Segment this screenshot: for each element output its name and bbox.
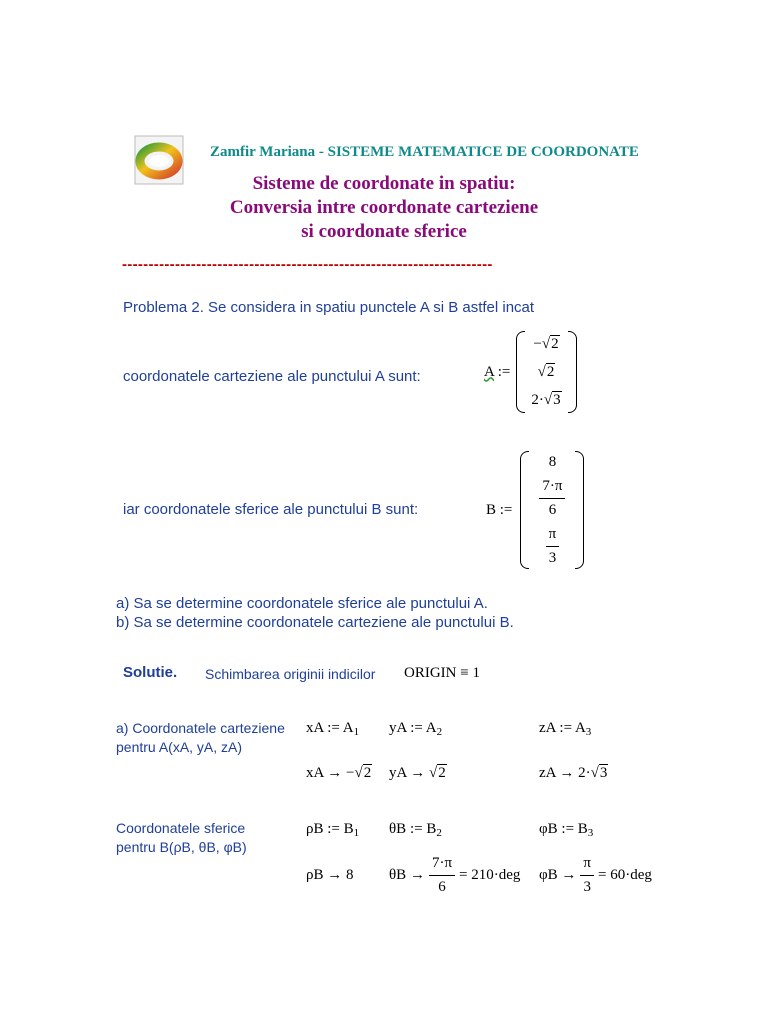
matrix-b-lhs — [486, 502, 512, 519]
author-title: Zamfir Mariana - SISTEME MATEMATICE DE COORDONATE — [210, 144, 639, 160]
matrix-a-body — [516, 330, 576, 414]
title-line1: Sisteme de coordonate in spatiu: — [252, 173, 516, 194]
matrix-a-name: A — [484, 363, 495, 380]
a-label: coordonatele carteziene ale punctului A sunt: — [123, 368, 421, 385]
yA-assign: yA := $A_2$ — [389, 720, 443, 738]
b-label: iar coordonatele sferice ale punctului B sunt: — [123, 501, 419, 518]
theta-result: θB → $\frac{7\cdot\pi}{6}$ = 210·deg — [389, 855, 521, 895]
matrix-a-row1: −√2 — [533, 336, 559, 352]
task-a: a) Sa se determine coordonatele sferice ale punctului A. — [116, 595, 488, 612]
xA-result: xA → −√2 — [306, 765, 372, 781]
part-b-desc-line2: pentru B(ρB, θB, φB) — [116, 839, 247, 855]
matrix-b-row1: 8 — [548, 453, 557, 470]
rho-assign: ρB := $B_1$ — [306, 821, 360, 839]
part-a-desc-line1: a) Coordonatele carteziene — [116, 720, 285, 736]
origin-expr: ORIGIN ≡ 1 — [404, 665, 480, 681]
solution-label: Solutie. — [123, 664, 178, 681]
problem-intro: Problema 2. Se considera in spatiu punctele A si B astfel incat — [123, 299, 535, 316]
matrix-b-assign: := — [499, 501, 513, 518]
title-line2: Conversia intre coordonate carteziene — [229, 197, 539, 218]
matrix-a-assign: := — [497, 363, 511, 380]
yA-result: yA → √2 — [389, 765, 446, 781]
rho-result: ρB → 8 — [306, 867, 354, 883]
part-b-desc-line1: Coordonatele sferice — [116, 820, 246, 836]
matrix-a-row3: 2·√3 — [531, 392, 561, 408]
part-a-desc-line2: pentru A(xA, yA, zA) — [116, 739, 243, 755]
matrix-a — [484, 330, 577, 414]
theta-assign: θB := $B_2$ — [389, 821, 442, 839]
origin-text: Schimbarea originii indicilor — [205, 666, 376, 682]
matrix-b — [486, 450, 584, 570]
matrix-a-lhs — [484, 364, 510, 381]
matrix-a-row2: √2 — [537, 364, 555, 380]
matrix-b-body — [520, 450, 584, 570]
title-line3: si coordonate sferice — [301, 221, 467, 242]
matrix-b-row3: $\frac{\pi}{3}$ — [546, 526, 560, 567]
phi-assign: φB := $B_3$ — [539, 821, 594, 839]
phi-result: φB → $\frac{\pi}{3}$ = 60·deg — [539, 855, 652, 895]
xA-assign: xA := $A_1$ — [306, 720, 360, 738]
matrix-b-row2: $\frac{7\cdot\pi}{6}$ — [539, 478, 565, 519]
matrix-b-name: B — [486, 501, 497, 518]
zA-assign: zA := $A_3$ — [539, 720, 592, 738]
task-b: b) Sa se determine coordonatele carteziene ale punctului B. — [116, 614, 514, 631]
separator-line: ---------------------------------------------------------------------- — [122, 256, 493, 273]
zA-result: zA → 2·√3 — [539, 765, 608, 781]
